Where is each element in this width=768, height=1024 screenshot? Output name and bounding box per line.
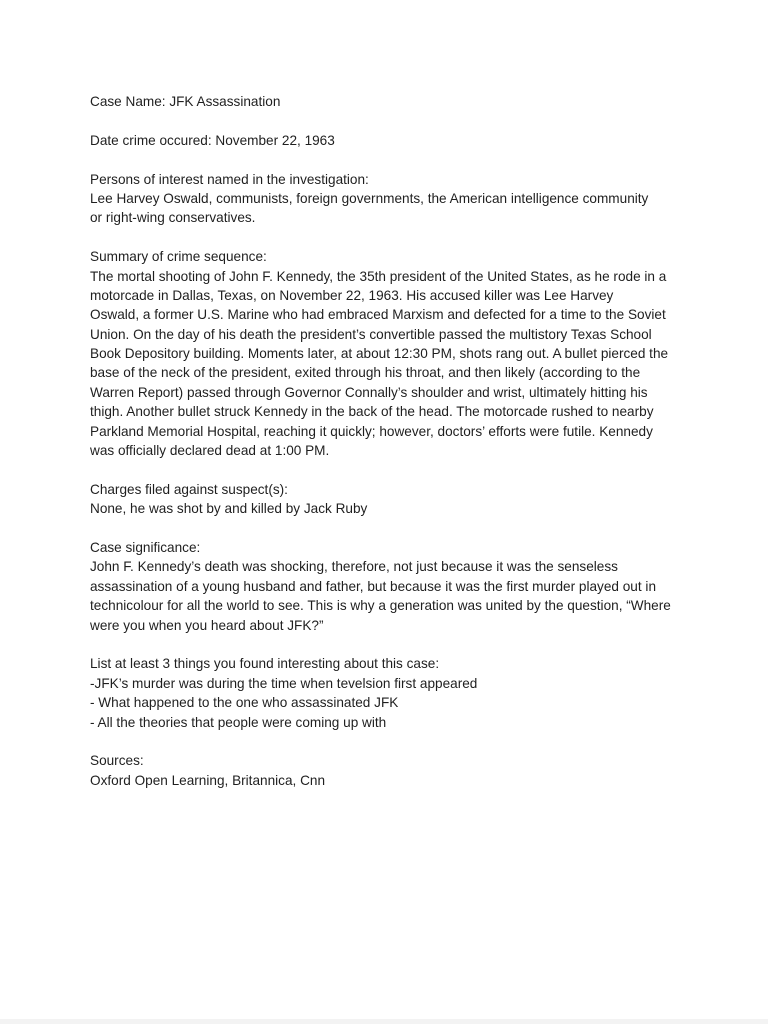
- document-body: [90, 92, 690, 790]
- summary-line: base of the neck of the president, exited through his throat, and then likely (according to the: [90, 365, 641, 381]
- charges-line: None, he was shot by and killed by Jack Ruby: [90, 501, 368, 517]
- significance-line: technicolour for all the world to see. This is why a generation was united by the question, “Where: [90, 598, 671, 614]
- interesting-section: [90, 654, 690, 732]
- significance-line: were you when you heard about JFK?”: [90, 617, 324, 633]
- spacer: [90, 228, 690, 247]
- spacer: [90, 111, 690, 130]
- summary-line: was officially declared dead at 1:00 PM.: [90, 443, 330, 459]
- summary-section: [90, 247, 690, 460]
- spacer: [90, 460, 690, 479]
- page-bottom-edge: [0, 1019, 768, 1024]
- significance-section: [90, 538, 690, 635]
- persons-section: [90, 170, 690, 228]
- interesting-item: -JFK’s murder was during the time when tevelsion first appeared: [90, 675, 478, 691]
- spacer: [90, 519, 690, 538]
- summary-line: motorcade in Dallas, Texas, on November 22, 1963. His accused killer was Lee Harvey: [90, 287, 614, 303]
- case-name: Case Name: JFK Assassination: [90, 94, 281, 109]
- interesting-heading: List at least 3 things you found interesting about this case:: [90, 656, 440, 672]
- charges-heading: Charges filed against suspect(s):: [90, 481, 288, 497]
- summary-heading: Summary of crime sequence:: [90, 249, 267, 265]
- summary-line: Warren Report) passed through Governor Connally’s shoulder and wrist, ultimately hitting his: [90, 384, 648, 400]
- spacer: [90, 732, 690, 751]
- persons-line: Lee Harvey Oswald, communists, foreign governments, the American intelligence community: [90, 190, 649, 206]
- charges-section: [90, 480, 690, 519]
- significance-heading: Case significance:: [90, 539, 201, 555]
- summary-line: thigh. Another bullet struck Kennedy in the back of the head. The motorcade rushed to nearby: [90, 404, 654, 420]
- summary-line: Union. On the day of his death the president’s convertible passed the multistory Texas School: [90, 326, 652, 342]
- date-crime: Date crime occured: November 22, 1963: [90, 132, 335, 148]
- summary-line: Parkland Memorial Hospital, reaching it quickly; however, doctors’ efforts were futile. Kennedy: [90, 423, 653, 439]
- significance-line: John F. Kennedy’s death was shocking, therefore, not just because it was the senseless: [90, 559, 618, 575]
- sources-line: Oxford Open Learning, Britannica, Cnn: [90, 772, 326, 788]
- spacer: [90, 635, 690, 654]
- summary-line: Book Depository building. Moments later, at about 12:30 PM, shots rang out. A bullet pierced the: [90, 346, 669, 362]
- persons-line: or right-wing conservatives.: [90, 210, 256, 226]
- summary-line: Oswald, a former U.S. Marine who had embraced Marxism and defected for a time to the Soviet: [90, 307, 666, 323]
- spacer: [90, 150, 690, 169]
- interesting-item: - What happened to the one who assassinated JFK: [90, 695, 399, 711]
- sources-section: [90, 751, 690, 790]
- significance-line: assassination of a young husband and father, but because it was the first murder played out in: [90, 578, 657, 594]
- interesting-item: - All the theories that people were coming up with: [90, 714, 387, 730]
- summary-line: The mortal shooting of John F. Kennedy, the 35th president of the United States, as he rode in a: [90, 268, 667, 284]
- persons-heading: Persons of interest named in the investigation:: [90, 171, 369, 187]
- sources-heading: Sources:: [90, 753, 144, 769]
